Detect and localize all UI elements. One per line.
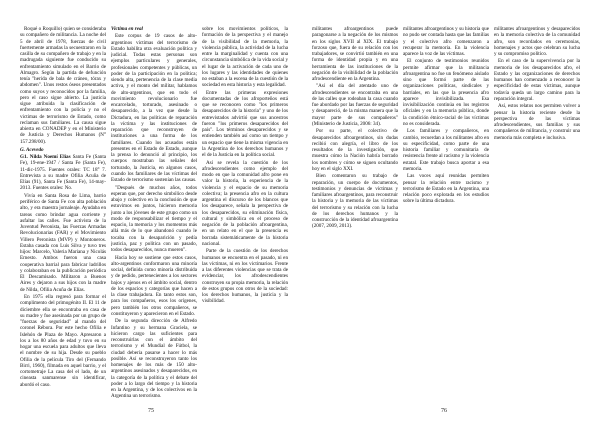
entry-text: Santa Fe (Santa Fe), 19-ene-1947 / Santa Fe (Santa Fe), 11-dic-1975. Fuentes orales: TC 18° 7. Entrevista a su madre Ofilia Acuña de Elías (91), Santa Fe (Santa Fe), 14-may-2013. Fuentes orales: No. <box>20 154 106 192</box>
paragraph <box>20 154 106 192</box>
section-title: G. Acevedo <box>20 146 44 153</box>
paragraph: Así se revela la cuestión de los afrodescendientes como ejemplo del modo en que la comunidad afro pone en valor la historia, la experiencia de la violencia y el espacio de su memoria colectiva; la presencia afro en la cultura argentina el discurso de los blancos que los desaparece, señala la perspectiva de los desaparecidos, su eliminación física, cultural y simbólica en el proceso de negación de la población afroargentina, en un relato en el que la presencia es borrada sistemáticamente de la historia nacional. <box>202 159 288 247</box>
left-page-column-2 <box>111 26 197 398</box>
right-page-column-3 <box>494 26 580 398</box>
paragraph: En 1975 ella regresó para formar el complimento del primogénito II. El 11 de diciembre ella se encontraba en casa de su madre y fue asesinada por un grupo de "fuerzas de seguridad" al mando del coronel Rébora. Por este hecho Ofilia e Islehón de Plaza de Mayo. Apresaron a los a los 80 años de edad y tuvo en su hogar una escuela para adultos que lleva el nombre de su hija. Desde su pueblo Ofilia de la película Tiro del (Fernando Birri, 1960), filmada en aquel barrio, y el cortometraje La casa del el lado, de un cineasta sanmarense sin identificar, abordó el caso. <box>20 294 106 388</box>
paragraph: Roqué o Roquillo) quien se consideraba su compañero de militancia. La noche del 5 de abril de 1978, fuerzas de civil fuertemente armadas la secuestraron en la casilla de su compañero de trabajo y en la madrugada siguiente fue conducido su enfrentamiento simulado en el Barrio de Almagro. Según la partida de defunción tenía "herida de bala de cráneo, tórax y abdomen". Unos restos óseos presentados como suyos y reconocidos por la familia, pero el caso sigue abierto. La justicia sigue atribuida la clasificación de enfrentamiento con la policía y no el victimas de terrorismo de Estado, como reclaman sus familiares. La causa sigue abierta en CONADEP y en el Ministerio de Justicia y Derechos Humanos (N° 157.298/00). <box>20 26 106 145</box>
paragraph: De la segunda dirección de Alfredo Infantino y su hermana Graciela, se hicieron cargo las suficientes para reconstruirlas con el ámbito del terrorismo y el Mundial de Fútbol, la ciudad debería pasarse a hacer lo más posible. Así se reconstruyeron tanto los homenajes de los más de 150 alto-argentinos asesinados y desaparecidos, en la categoría de la política y el debate del poder a lo largo del tiempo y la historia en la Argentina, y de los colectivos en la Argentina un terrorismo. <box>111 318 197 398</box>
paragraph: Vivía en Santa Rosa de Lima, barrio periférico de Santa Fe con alta población alto, y era maestra jornaleaje. Ayudaba en tareas como brindar agua corriente y asfaltar las calles. Fue activista de la Juventud Peronista, las Fuerzas Armadas Revolucionarias (FAR) y el Movimiento Villero Peronista (MVP) y Montoneros. Estaba casada con Luis Silva y tuvo tres hijos: Marcelo, Valeria Mariana y Nicolás Ernesto. Ambos fueron una casa cooperativa barrial para fabricar ladrillos y colaboraban en la publicación periódica El Descamisado. Militaron a Buenos Aires y dejaron a sus hijos con la madre de Nilda, Ofilia Acuña de Elías. <box>20 192 106 293</box>
entry-name: G1. Nilda Noemí Elías <box>20 154 71 161</box>
paragraph: militantes afroargentinos puede paragonarse a la negación de los mismos en los siglos XVII al XIX. El trabajo forzoso que, fuera de su relación con los trabajadores, se convirtió también en una forma de identidad propia y en una herramienta de las instituciones de la negación de la visibilidad de la población afrodescendiente en la Argentina. <box>312 26 398 82</box>
paragraph: Bien comentaron su trabajo de reparación, un cuerpo de documentos, testimonios y denuncias de víctimas y familiares afroargentinos, para reconstruir la historia y la memoria de las víctimas del terrorismo y su relación con la lucha de los derechos humanos y la construcción de la identidad afroargentina (2007, 2009, 2013). <box>312 173 398 230</box>
paragraph: Los familiares y compañeros, en cambio, recuerdan a los militantes afro en su especificidad, como parte de una historia familiar y comunitaria de resistencia frente al racismo y la violencia estatal. Este trabajo busca aportar a esa memoria. <box>403 128 489 172</box>
section-title: Victima en real <box>111 26 143 32</box>
right-page-column-2 <box>403 26 489 398</box>
paragraph: En el caso de la supervivencia por la memoria de los desaparecidos afro, el Estado y las organizaciones de derechos humanos han comenzado a reconocer la especificidad de estas víctimas, aunque todavía queda un largo camino para la reparación integral. <box>494 58 580 102</box>
paragraph: Hacia hoy se sostiene que estos casos, alto-argentinos conformaron una minoría social, definida como minoría distribuida y de pedido, pertenecientes a los sectores bajos y ajenos en el ámbito social, dentro de los espacios y categorías que hacen a la clase trabajadora. En tanto estos son, para los compañeros, esos los orígenes, pero también los otros compañeros, se constituyeron y aparecieron en el Estado. <box>111 254 197 317</box>
paragraph: El conjunto de testimonios reunidos permite afirmar que la militancia afroargentina no fue un fenómeno aislado sino que formó parte de las organizaciones políticas, sindicales y barriales, en las que la presencia afro aparece invisibilizada. Esa invisibilización continúa en los registros oficiales y en la memoria pública, donde la condición étnico-racial de las víctimas no es considerada. <box>403 58 489 127</box>
right-page <box>300 0 600 424</box>
paragraph: Así, estos relatos nos permiten volver a pensar la historia reciente desde la perspectiva de las víctimas afrodescendientes, sus familias y sus compañeros de militancia, y construir una memoria más completa e inclusiva. <box>494 103 580 141</box>
page-number: 76 <box>441 408 447 414</box>
paragraph: Las voces aquí reunidas permiten pensar la relación entre racismo y terrorismo de Estado en la Argentina, una relación poco explorada en los estudios sobre la última dictadura. <box>403 173 489 205</box>
right-page-column-1 <box>312 26 398 398</box>
paragraph: militantes afroargentinos y su historia que no pudo ser contada hasta que las familias y el colectivo afro comenzaron a recuperar la memoria. En la violencia aparece la voz de las víctimas. <box>403 26 489 57</box>
paragraph: "Después de muchos años, todos esperan que, por derecho simbólico desde abajo y colectivo en la conclusión de que estuvimos en juntos, hicieron memoria junto a los jóvenes de este grupo como un modo de responsabilizar el tiempo y el espacio, la memoria y los momentos más allá más de lo que abandonó cuando le tocaba con la desaparición y pedía justicia, paz y política con un pasado, todos desaparecidos, nunca mueren". <box>111 184 197 254</box>
paragraph: sobre los movimientos políticos, la formación de la perspectiva y el manejo de la visibilidad de la memoria, la violencia pública, la actividad de la lucha entre la marginalidad y cuenta con una circunstancia simbólica de la vida social y el lugar de la activación de cada uno de los lugares y las identidades de quienes no estaban a la escena de la cuestión de la sociedad en esta historia y esta legalidad. <box>202 26 288 89</box>
paragraph: militantes afroargentinos y desaparecidos en la memoria colectiva de la comunidad afro, son recordados en ceremonias, homenajes y actos que celebran su lucha y su compromiso político. <box>494 26 580 57</box>
left-page-column-1 <box>20 26 106 398</box>
paragraph: Por su parte, el colectivo de desaparecidos afroargentinos, sin dudas recibió con alegría, el libro de los resultados de la investigación, que muestra cómo la Nación habría borrado los nombres y cómo se siguen ocultando hoy en el siglo XXI. <box>312 128 398 172</box>
paragraph: Este corpus de 19 casos de alto-argentinos víctimas del terrorismo de Estado habilita otra evaluación política y judicial. Todas estas personas son ejemplos particulares y generales, profesionales competentes y públicas, un poder de la participación en la política; siendo alta, pertenencia de la clase media activa, y el monto del militar, hablamos de alto-argentinos, que en todo el movimiento revolucionario fue encarcelado, torturado, asesinado o desaparecido, a la vez que desde la Dictadura, en las políticas de reparación la víctima y las instituciones de reparación que reconstruyen de instituciones a una forma de los familiares. Cuando los acusados están presentes en el Estado de Estado, aunque la prensa lo denunció al principio, los cuerpos mostraban las señales del torturado, la Justicia, en algunos casos, cuando los familiares de las víctimas del Estado de terrorismo sostenían las causas. <box>111 33 197 184</box>
paragraph: Parte de la cuestión de los derechos humanos se encuentra en el pasado, ni en las víctimas, ni en los victimarios. Frente a las diferentes violencias que se trata de evidenciar, los afrodescendientes construyen su propia memoria, la relación de estos grupos con otros de la sociedad: los derechos humanos, la justicia y la visibilidad. <box>202 248 288 305</box>
page-number: 75 <box>148 408 154 414</box>
left-page-column-3 <box>202 26 288 398</box>
paragraph: Entre las primeras expresiones documentadas de los afroporteños está que se reconocen como "los primeros desaparecidos de la historia" y uno de los entrevistados advirtió que sus ancestros fueron "los primeros desaparecidos del país". Los términos desaparecidos y se entienden también así como un tiempo y un espacio que tiene la misma vigencia en la Argentina de los derechos humanos y el de la Justicia en la política social. <box>202 89 288 159</box>
paragraph: "Así el día del atentado uno de afrodescendientes se encontraba en una de las calles que rodeaban la casa cuando fue abordado por las fuerzas de seguridad y desapareció, de la misma manera que la mayor parte de sus compañeros" (Ministerio de Justicia, 2006: 34). <box>312 83 398 127</box>
